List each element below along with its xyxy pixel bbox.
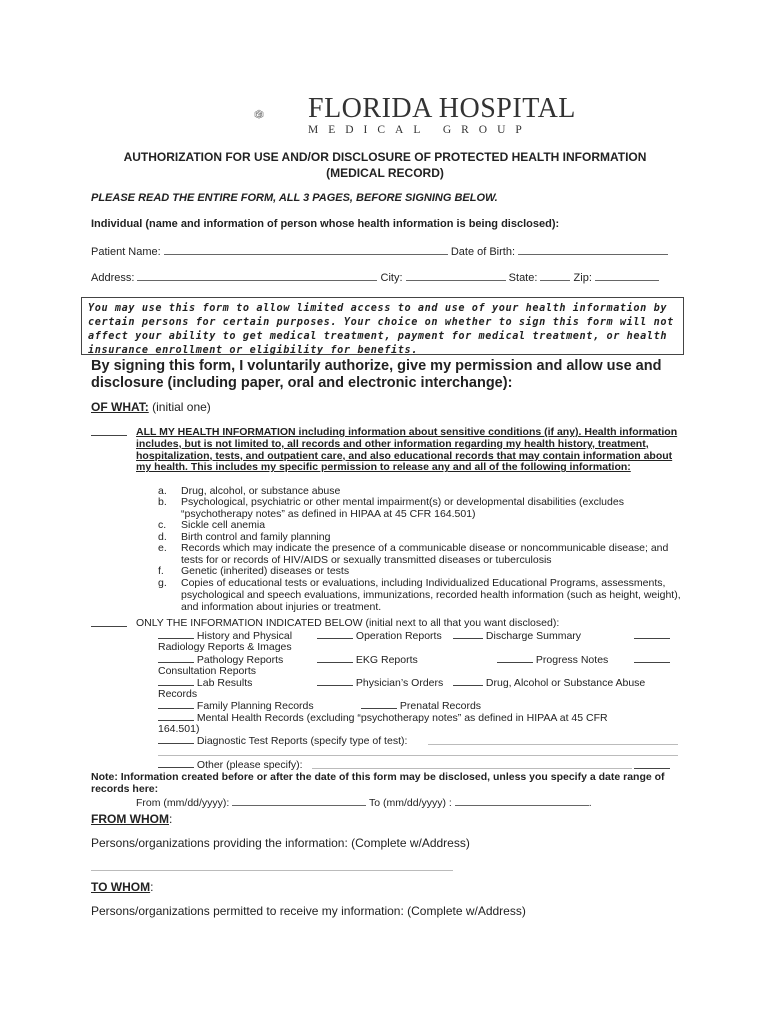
of-what-label: OF WHAT: [91,400,149,414]
item-text: Copies of educational tests or evaluations, including Individualized Educational Programs, assessments, psychological and speech evaluations, immunizations, recorded health information (such as height, weight), and information about injuries or treatment. [181,577,681,613]
record-physicians-orders [317,676,443,689]
address-label: Address: [91,272,135,284]
item-letter: e. [158,542,167,554]
of-what-row [91,400,211,414]
pathology-label: Pathology Reports [196,654,284,666]
option-only-text: ONLY THE INFORMATION INDICATED BELOW (initial next to all that you want disclosed): [136,617,560,629]
discharge-blank[interactable] [453,629,483,639]
lab-label: Lab Results [196,677,253,689]
record-drug-alcohol [453,676,645,689]
item-letter: f. [158,565,164,577]
state-field[interactable] [540,270,570,281]
ekg-blank[interactable] [317,653,353,663]
other-field-end[interactable] [634,759,670,769]
instruction: PLEASE READ THE ENTIRE FORM, ALL 3 PAGES, BEFORE SIGNING BELOW. [91,192,498,204]
to-whom-text: Persons/organizations permitted to receive my information: (Complete w/Address) [91,904,526,918]
physicians-orders-label: Physician’s Orders [355,677,444,689]
pathology-blank[interactable] [158,653,194,663]
individual-heading: Individual (name and information of person whose health information is being disclosed): [91,218,560,230]
date-range-note: Note: Information created before or after the date of this form may be disclosed, unless you specify a date range of records here: [91,771,665,795]
progress-blank[interactable] [497,653,533,663]
date-from-label: From (mm/dd/yyyy): [136,797,230,809]
operation-blank[interactable] [317,629,353,639]
from-whom-text: Persons/organizations providing the information: (Complete w/Address) [91,836,470,850]
item-text: Birth control and family planning [181,531,331,543]
patient-name-label: Patient Name: [91,246,161,258]
city-field[interactable] [406,270,506,281]
diagnostic-field[interactable] [428,744,678,745]
lab-blank[interactable] [158,676,194,686]
consultation-blank[interactable] [634,653,670,663]
record-mental-health [158,711,608,724]
item-letter: d. [158,531,167,543]
from-whom-heading: FROM WHOM: [91,812,173,826]
diagnostic-label: Diagnostic Test Reports (specify type of test): [196,735,408,747]
date-range-row: From (mm/dd/yyyy): To (mm/dd/yyyy) : . [136,797,592,809]
record-drug-alcohol-cont: Records [158,688,198,700]
from-whom-field[interactable] [91,870,453,871]
initial-only-field[interactable] [91,617,127,627]
record-consultation: Consultation Reports [158,665,257,677]
discharge-label: Discharge Summary [485,630,582,642]
prenatal-label: Prenatal Records [399,700,482,712]
logo-subtitle: MEDICAL GROUP [308,124,532,136]
record-other [158,758,303,771]
record-operation [317,629,442,642]
drug-alcohol-blank[interactable] [453,676,483,686]
state-label: State: [508,272,538,284]
other-blank[interactable] [158,758,194,768]
notice-box: You may use this form to allow limited access to and use of your health information by certain persons for certain purposes. Your choice on whether to sign this form will not affect your ability to get medical treatment, payment for medical treatment, or health insurance enrollment or eligibility for benefits. [81,297,684,355]
to-whom-label: TO WHOM [91,880,151,894]
diagnostic-blank[interactable] [158,734,194,744]
patient-name-field[interactable] [164,244,448,255]
item-text: Drug, alcohol, or substance abuse [181,485,341,497]
form-title: AUTHORIZATION FOR USE AND/OR DISCLOSURE OF PROTECTED HEALTH INFORMATION [123,150,647,164]
prenatal-blank[interactable] [361,699,397,709]
city-label: City: [380,272,403,284]
dob-label: Date of Birth: [450,246,516,258]
history-physical-label: History and Physical [196,630,293,642]
patient-name-row [91,244,668,258]
ekg-label: EKG Reports [355,654,418,666]
item-letter: g. [158,577,167,589]
physicians-orders-blank[interactable] [317,676,353,686]
other-field[interactable] [312,768,632,769]
zip-field[interactable] [595,270,659,281]
history-physical-blank[interactable] [158,629,194,639]
of-what-hint: (initial one) [152,400,211,414]
record-diagnostic [158,734,407,747]
mental-health-label: Mental Health Records (excluding “psychotherapy notes” as defined in HIPAA at 45 CFR [196,712,608,724]
item-text: Psychological, psychiatric or other mental impairment(s) or developmental disabilities (excludes “psychotherapy notes” as defined in HIPAA at 45 CFR 164.501) [181,496,624,520]
date-from-field[interactable] [232,796,366,806]
record-mental-health-cont: 164.501) [158,723,200,735]
form-subtitle: (MEDICAL RECORD) [326,166,444,180]
authorize-statement: By signing this form, I voluntarily authorize, give my permission and allow use and disclosure (including paper, oral and electronic interchange): [91,358,662,391]
florida-hospital-logo [254,90,306,138]
item-letter: a. [158,485,167,497]
diagnostic-field-2[interactable] [158,755,678,756]
drug-alcohol-label: Drug, Alcohol or Substance Abuse [485,677,646,689]
item-letter: b. [158,496,167,508]
date-to-field[interactable] [455,796,589,806]
item-letter: c. [158,519,167,531]
address-field[interactable] [137,270,377,281]
initial-all-field[interactable] [91,426,127,436]
to-whom-heading: TO WHOM: [91,880,154,894]
other-label: Other (please specify): [196,759,303,771]
item-text: Sickle cell anemia [181,519,266,531]
item-text: Genetic (inherited) diseases or tests [181,565,350,577]
radiology-blank[interactable] [634,629,670,639]
address-row [91,270,659,284]
from-whom-label: FROM WHOM [91,812,169,826]
logo-name: FLORIDA HOSPITAL [308,93,576,124]
record-progress [497,653,608,666]
mental-health-blank[interactable] [158,711,194,721]
option-all-text: ALL MY HEALTH INFORMATION including information about sensitive conditions (if any). Health information includes, but is not limited to, all records and other information regarding my health history, treatment, hospitalization, tests, and outpatient care, and also educational records that may contain information about my health. This includes my specific permission to release any and all of the following information: [136,426,678,474]
record-ekg [317,653,418,666]
zip-label: Zip: [573,272,592,284]
operation-label: Operation Reports [355,630,442,642]
progress-label: Progress Notes [535,654,609,666]
date-to-label: To (mm/dd/yyyy) : [369,797,452,809]
family-planning-label: Family Planning Records [196,700,314,712]
family-planning-blank[interactable] [158,699,194,709]
record-discharge [453,629,581,642]
dob-field[interactable] [518,244,668,255]
record-radiology: Radiology Reports & Images [158,641,292,653]
item-text: Records which may indicate the presence of a communicable disease or noncommunicable disease; and tests for or records of HIV/AIDS or sexually transmitted diseases or tuberculosis [181,542,669,566]
